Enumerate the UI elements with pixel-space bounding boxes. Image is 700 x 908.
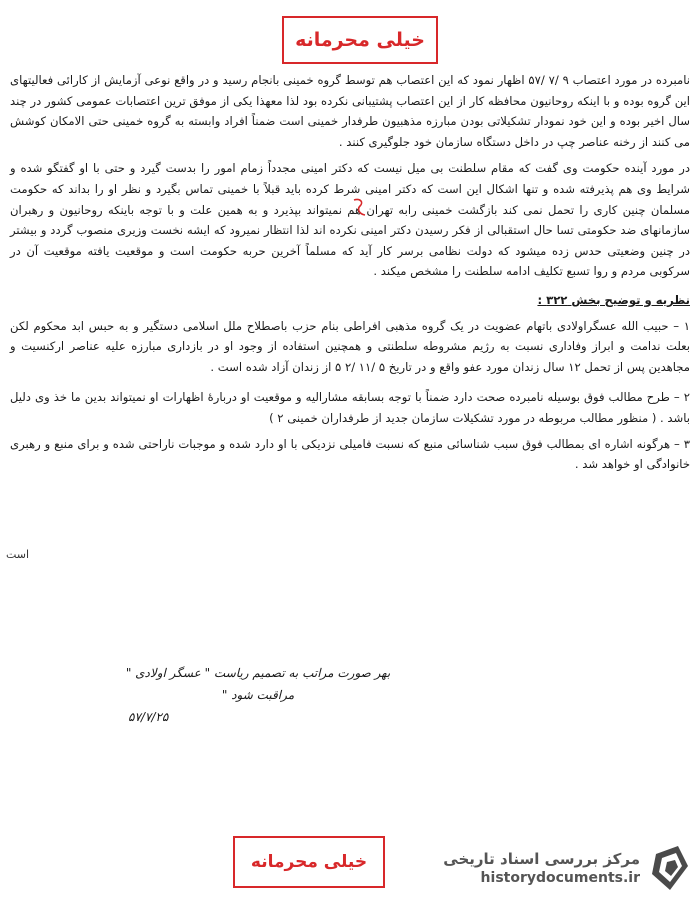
- handwritten-signature-block: [108, 662, 408, 728]
- red-check-mark: [350, 196, 370, 218]
- note-item-3: ۳ – هرگونه اشاره ای بمطالب فوق سبب شناسائی منبع که نسبت فامیلی نزدیکی با او دارد شده و موجبات ناراحتی شده و برای منبع و رهبری خانوادگی او خواهد شد .: [10, 436, 690, 472]
- signature-line: بهر صورت مراتب به تصمیم ریاست " عسگر اولادی " مراقبت شود ": [125, 666, 391, 702]
- brand-logo-icon: [648, 844, 692, 892]
- watermark-brand: [426, 840, 692, 896]
- section-heading: نظریه و توضیح بخش ۳۲۲ :: [537, 292, 690, 307]
- note-item-1: ۱ – حبیب الله عسگراولادی باتهام عضویت در یک گروه مذهبی افراطی بنام حزب باصطلاح ملل اسلامی دستگیر و به حبس ابد محکوم لکن بعلت ندامت و ابراز وفاداری نسبت به رژیم مشروطه سلطنتی و همچنین استفاده از وجود او در بازداری مبارزه علیه عناصر ارکنسیت و مجاهدین پس از تحمل ۱۲ سال زندان مورد عفو واقع و در تاریخ ۵ /۱۱ /۲ ۵ از زندان آزاد شده است .: [10, 318, 690, 374]
- note-item-2: ۲ – طرح مطالب فوق بوسیله نامبرده صحت دارد ضمناً با توجه بسابقه مشارالیه و موقعیت او دربارۀ اظهارات او نمیتواند بدین ما خذ وی دلیل باشد . ( منظور مطالب مربوطه در مورد تشکیلات سازمان جدید از طرفداران خمینی ۲ ): [10, 390, 690, 425]
- paragraph-government-future: در مورد آینده حکومت وی گفت که مقام سلطنت بی میل نیست که دکتر امینی مجدداً زمام امور را بدست گیرد و حتی با او گفتگو شده و شرایط وی هم پذیرفته شده و تنها اشکال این است که دکتر امینی شرط کرده باید قبلاً با خمینی تماس بگیرد و نظر او را بداند که حکومت مسلمان چنین کاری را تحمل نمی کند بازگشت خمینی رابه تهران هم نمیتواند بپذیرد و به همین علت و با توجه باینکه روحانیون و رهبران سازمانهای ضد حکومتی تسا حال استقبالی از فکر رسیدن دکتر امینی نکرده اند لذا انتظار نمیرود که ایشه نخست وزیری منصوب گردد و بیشتر در چنین وضعیتی حدس زده میشود که دولت نظامی برسر کار آید که مسلماً آخرین حربه حکومت است و موقعیت یافته موقعیت آن در سرکوبی مردم و روا تسبع تکلیف ادامه سلطنت را مشخص میکند .: [10, 161, 690, 279]
- brand-url: historydocuments.ir: [480, 870, 640, 886]
- confidential-stamp-top: خیلی محرمانه: [282, 16, 438, 64]
- margin-note: است: [6, 548, 30, 561]
- paragraph-strike-report: نامبرده در مورد اعتصاب ۹ /۷ /۵۷ اظهار نمود که این اعتصاب هم توسط گروه خمینی بانجام رسید و در واقع نوعی آزمایش از کارائی فعالیتهای این گروه بوده و با اینکه روحانیون محافظه کار از این اعتصاب پشتیبانی نکرده بود لذا معهذا یکی از موفق ترین اعتصابات عمومی کشور در چند سال اخیر بوده و این خود نمودار تشکیلاتی بودن مبارزه مذهبیون طرفدار خمینی است ضمناً افراد وابسته به گروه خمینی حتی الامکان کوشش می کنند از رخنه عناصر چپ در داخل دستگاه سازمان خود جلوگیری کنند .: [10, 73, 690, 149]
- brand-name: مرکز بررسی اسناد تاریخی: [443, 850, 640, 868]
- confidential-stamp-bottom: خیلی محرمانه: [233, 836, 385, 888]
- signature-date: ۵۷/۷/۲۵: [128, 710, 169, 724]
- document-body: [10, 70, 690, 475]
